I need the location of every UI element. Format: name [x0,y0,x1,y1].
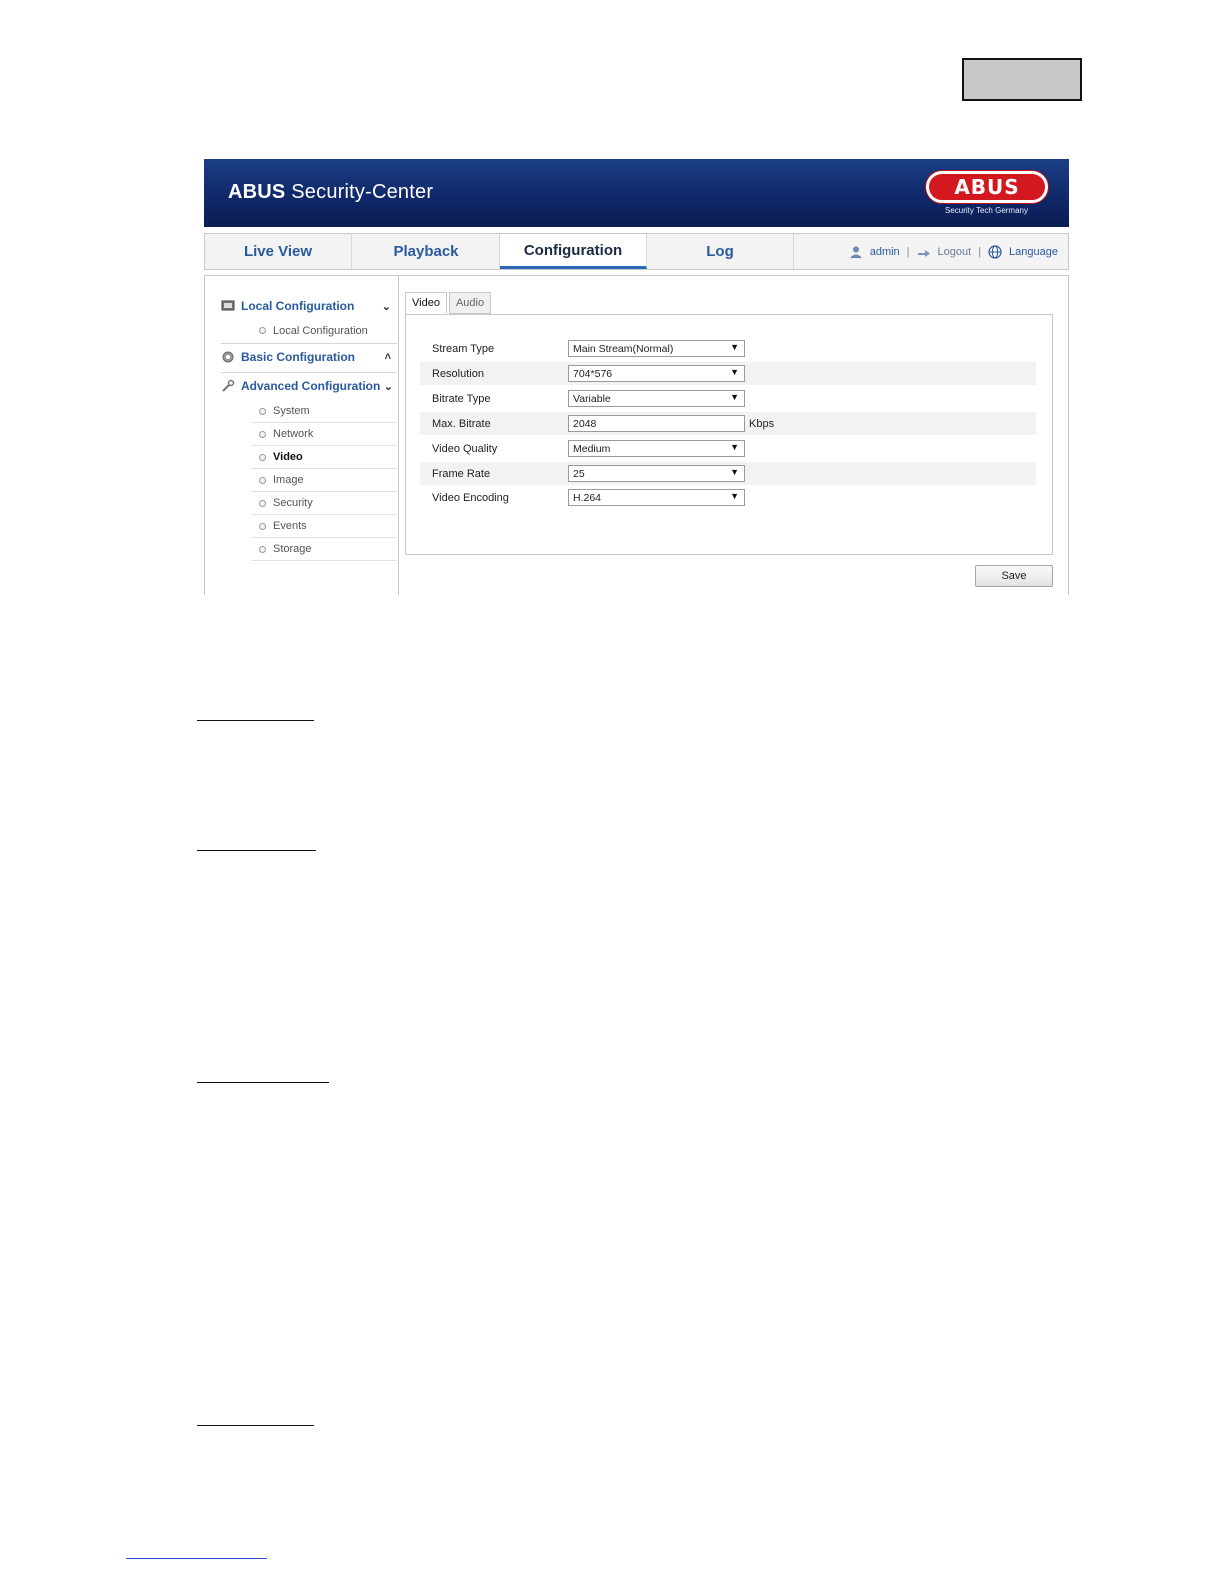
bullet-icon [259,523,266,530]
video-encoding-label: Video Encoding [432,491,509,504]
resolution-label: Resolution [432,367,484,380]
chevron-down-icon: ⌄ [381,300,391,313]
header-banner [204,159,1069,227]
heading-underline [197,1082,329,1083]
sidebar-item-network[interactable] [251,423,397,446]
separator: | [978,245,982,258]
main-nav [204,233,1069,270]
footnote-link-rule [126,1558,267,1559]
app-title [228,181,433,204]
page-number-box [962,58,1082,101]
video-quality-value: Medium [573,442,611,455]
video-quality-select[interactable] [568,440,745,457]
sidebar-item-label: Video [273,451,303,463]
bitrate-type-select[interactable] [568,390,745,407]
resolution-row [420,362,1036,385]
video-encoding-select[interactable] [568,489,745,506]
bitrate-type-row [420,387,1036,410]
bullet-icon [259,327,266,334]
max-bitrate-input[interactable] [568,415,745,432]
dropdown-arrow-icon: ▼ [730,491,739,501]
sidebar-item-label: Storage [273,543,312,555]
stream-type-row [420,337,1036,360]
sidebar-basic-configuration-label: Basic Configuration [241,350,356,364]
sidebar-local-configuration[interactable] [221,293,395,319]
sidebar-item-events[interactable] [251,515,397,538]
stream-type-select[interactable] [568,340,745,357]
logo-tagline: Security Tech Germany [945,206,1028,215]
dropdown-arrow-icon: ▼ [730,467,739,477]
bullet-icon [259,454,266,461]
sidebar-item-storage[interactable] [251,538,397,561]
sidebar-item-label: Local Configuration [273,324,368,337]
sidebar-item-local-configuration[interactable] [251,319,397,342]
tab-configuration[interactable]: Configuration [500,234,647,269]
bullet-icon [259,431,266,438]
resolution-value: 704*576 [573,367,613,380]
max-bitrate-row [420,412,1036,435]
frame-rate-label: Frame Rate [432,467,491,480]
globe-icon [988,245,1002,259]
sidebar-item-system[interactable] [251,400,397,423]
save-button[interactable]: Save [975,565,1053,587]
bullet-icon [259,408,266,415]
separator: | [906,245,910,258]
heading-underline [197,720,314,721]
sidebar-item-security[interactable] [251,492,397,515]
sidebar-local-configuration-label: Local Configuration [241,299,355,313]
sidebar-item-label: Security [273,497,313,509]
bitrate-type-value: Variable [573,392,611,405]
wrench-icon [221,379,235,393]
tab-video[interactable]: Video [405,292,447,314]
sidebar-advanced-configuration[interactable] [221,373,395,399]
sidebar-item-image[interactable] [251,469,397,492]
bitrate-type-label: Bitrate Type [432,392,491,405]
sidebar-item-label: Events [273,520,307,532]
dropdown-arrow-icon: ▼ [730,342,739,352]
dropdown-arrow-icon: ▼ [730,367,739,377]
logout-link[interactable]: Logout [937,245,972,258]
abus-security-center-window [204,159,1069,595]
heading-underline [197,850,316,851]
video-audio-tabs [405,292,493,314]
tab-live-view[interactable]: Live View [205,234,352,269]
tab-playback[interactable]: Playback [353,234,500,269]
gear-icon [221,350,235,364]
stream-type-label: Stream Type [432,342,495,355]
language-link[interactable]: Language [1009,245,1058,258]
frame-rate-select[interactable] [568,465,745,482]
video-encoding-value: H.264 [573,491,602,504]
sidebar-basic-configuration[interactable] [221,344,395,370]
dropdown-arrow-icon: ▼ [730,442,739,452]
app-title-brand: ABUS [228,181,286,203]
app-title-product: Security-Center [291,181,434,203]
bullet-icon [259,477,266,484]
user-area [849,234,1058,269]
sidebar-item-label: System [273,405,310,417]
bullet-icon [259,500,266,507]
bullet-icon [259,546,266,553]
video-encoding-row [420,486,1036,509]
resolution-select[interactable] [568,365,745,382]
max-bitrate-unit: Kbps [749,417,775,430]
heading-underline [197,1425,314,1426]
video-quality-label: Video Quality [432,442,498,455]
sidebar [205,276,399,595]
tab-log[interactable]: Log [647,234,794,269]
username: admin [869,245,900,258]
abus-logo [926,171,1048,203]
sidebar-item-label: Image [273,474,304,486]
frame-rate-row [420,462,1036,485]
dropdown-arrow-icon: ▼ [730,392,739,402]
chevron-up-icon: ˄ [384,351,391,363]
max-bitrate-value: 2048 [573,417,597,430]
sidebar-advanced-configuration-label: Advanced Configuration [241,379,381,393]
stream-type-value: Main Stream(Normal) [573,342,674,355]
abus-logo-text: ABUS [954,175,1020,199]
user-icon [849,245,863,259]
max-bitrate-label: Max. Bitrate [432,417,491,430]
tab-audio[interactable]: Audio [449,292,491,314]
sidebar-item-label: Network [273,428,314,440]
sidebar-item-video[interactable] [251,446,397,469]
video-quality-row [420,437,1036,460]
video-settings-panel [405,314,1053,555]
content-area [204,275,1069,595]
chevron-down-icon: ⌄ [383,380,393,393]
monitor-icon [221,299,235,313]
frame-rate-value: 25 [573,467,585,480]
logout-icon [917,245,931,259]
